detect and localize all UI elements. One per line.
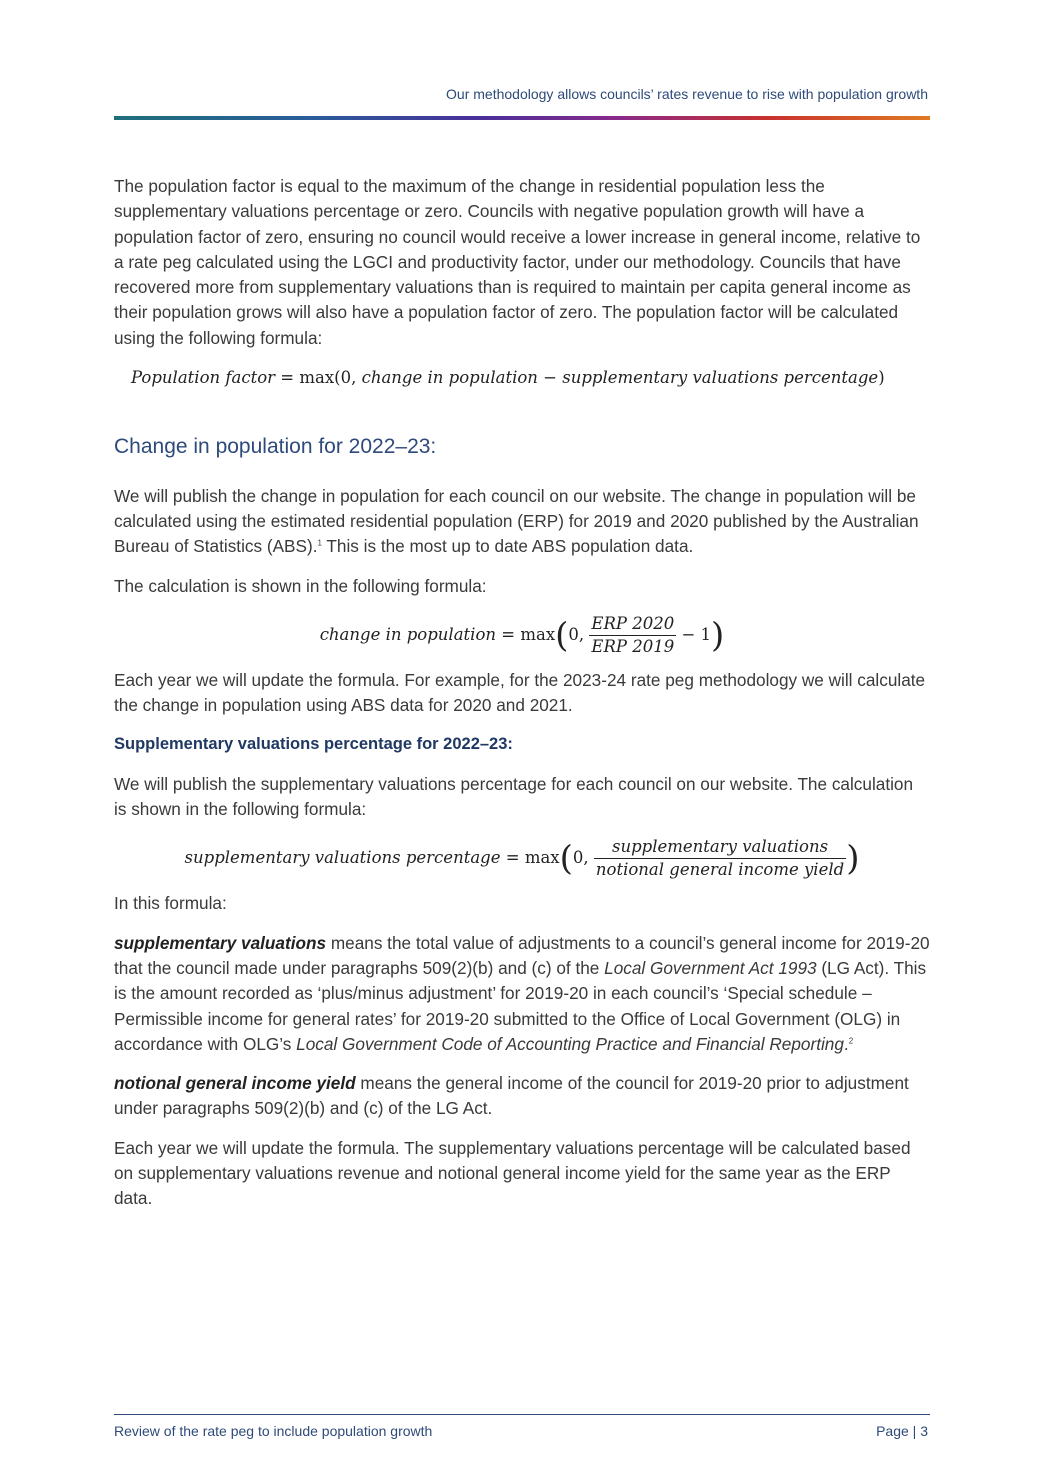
population-paragraph-3: Each year we will update the formula. For example, for the 2023-24 rate peg methodology we will calculate the change in population using ABS data for 2020 and 2021.	[114, 669, 926, 716]
cp-denominator: ERP 2019	[591, 636, 675, 656]
header-gradient-rule	[114, 116, 930, 120]
cp-open-paren: (	[555, 615, 569, 656]
cp-numerator: ERP 2020	[589, 613, 676, 636]
sv-fraction	[594, 836, 846, 881]
cp-formula-lhs: change in population	[319, 624, 497, 644]
cp-formula-equals: =	[496, 624, 521, 644]
def1-code-title: Local Government Code of Accounting Practice and Financial Reporting	[296, 1033, 844, 1054]
footnote-ref-2[interactable]: 2	[848, 1036, 854, 1046]
cp-fraction	[589, 613, 676, 658]
cp-formula-max: max	[520, 624, 556, 644]
sv-close-paren: )	[846, 838, 860, 879]
supp-paragraph-2: In this formula:	[114, 893, 227, 914]
footer-document-title: Review of the rate peg to include population growth	[114, 1423, 433, 1439]
change-in-population-formula	[114, 613, 930, 658]
supp-valuations-formula	[114, 836, 930, 881]
definition-notional-income	[114, 1071, 930, 1122]
formula-close-paren: )	[878, 368, 885, 388]
definition-supplementary-valuations	[114, 931, 930, 1057]
intro-paragraph: The population factor is equal to the maximum of the change in residential population less the supplementary valuations percentage or zero. Councils with negative population growth will have a population factor of zero, ensuring no council would receive a lower increase in general income, relative to a rate peg calculated using the LGCI and productivity factor, under our methodology. Councils that have recovered more from supplementary valuations than is required to maintain per capita general income as their population grows will also have a population factor of zero. The population factor will be calculated using the following formula:	[114, 176, 921, 348]
def1-text3: .	[843, 1033, 849, 1054]
def2-text: means the general income of the council for 2019-20 prior to adjustment under paragraphs 509(2)(b) and (c) of the LG Act.	[114, 1073, 909, 1119]
formula-open-paren: (	[334, 368, 341, 388]
sv-formula-equals: =	[500, 848, 525, 868]
population-paragraph-2: The calculation is shown in the following formula:	[114, 575, 487, 596]
population-p1-text: We will publish the change in population for each council on our website. The change in population will be calculated using the estimated residential population (ERP) for 2019 and 2020 published by the Australian Bureau of Statistics (ABS).	[114, 485, 919, 557]
population-section-heading: Change in population for 2022–23:	[114, 435, 437, 459]
main-content	[114, 174, 930, 1226]
formula-zero: 0,	[340, 368, 362, 388]
formula-term-change: change in population	[361, 368, 538, 388]
supp-paragraph-1: We will publish the supplementary valuations percentage for each council on our website. The calculation is shown in the following formula:	[114, 773, 914, 820]
def1-term: supplementary valuations	[114, 932, 327, 953]
footer-page-number: Page | 3	[876, 1423, 928, 1439]
def1-text2: (LG Act). This is the amount recorded as ‘plus/minus adjustment’ for 2019-20 in each council’s ‘Special schedule – Permissible income for general rates’ for 2019-20 submitted to the Office of Local Government (OLG) in accordance with OLG’s	[114, 957, 927, 1054]
sv-open-paren: (	[559, 838, 573, 879]
cp-close-paren: )	[711, 615, 725, 656]
def1-act-title: Local Government Act 1993	[604, 957, 817, 978]
formula-minus: −	[537, 368, 563, 388]
population-p1-after: This is the most up to date ABS population data.	[321, 536, 694, 557]
formula-term-supp: supplementary valuations percentage	[562, 368, 879, 388]
population-paragraph-1	[114, 484, 930, 560]
sv-formula-max: max	[524, 848, 560, 868]
sv-formula-lhs: supplementary valuations percentage	[184, 848, 501, 868]
population-factor-formula	[131, 365, 930, 390]
formula-lhs: Population factor	[131, 368, 276, 388]
formula-max: max	[299, 368, 335, 388]
cp-formula-zero: 0,	[568, 624, 590, 644]
supp-paragraph-3: Each year we will update the formula. The supplementary valuations percentage will be calculated based on supplementary valuations revenue and notional general income yield for the same year as the ERP data.	[114, 1137, 911, 1209]
footer-rule	[114, 1414, 930, 1415]
sv-formula-zero: 0,	[572, 848, 594, 868]
running-header: Our methodology allows councils’ rates revenue to rise with population growth	[446, 86, 928, 102]
def1-text1: means the total value of adjustments to a council’s general income for 2019-20 that the council made under paragraphs 509(2)(b) and (c) of the	[114, 932, 930, 978]
sv-numerator: supplementary valuations	[594, 836, 846, 859]
supp-section-heading: Supplementary valuations percentage for 2022–23:	[114, 735, 513, 754]
footnote-ref-1[interactable]: 1	[317, 538, 322, 548]
sv-denominator: notional general income yield	[595, 860, 845, 880]
formula-equals: =	[275, 368, 300, 388]
def2-term: notional general income yield	[114, 1073, 356, 1094]
cp-minus-one: − 1	[676, 624, 712, 644]
